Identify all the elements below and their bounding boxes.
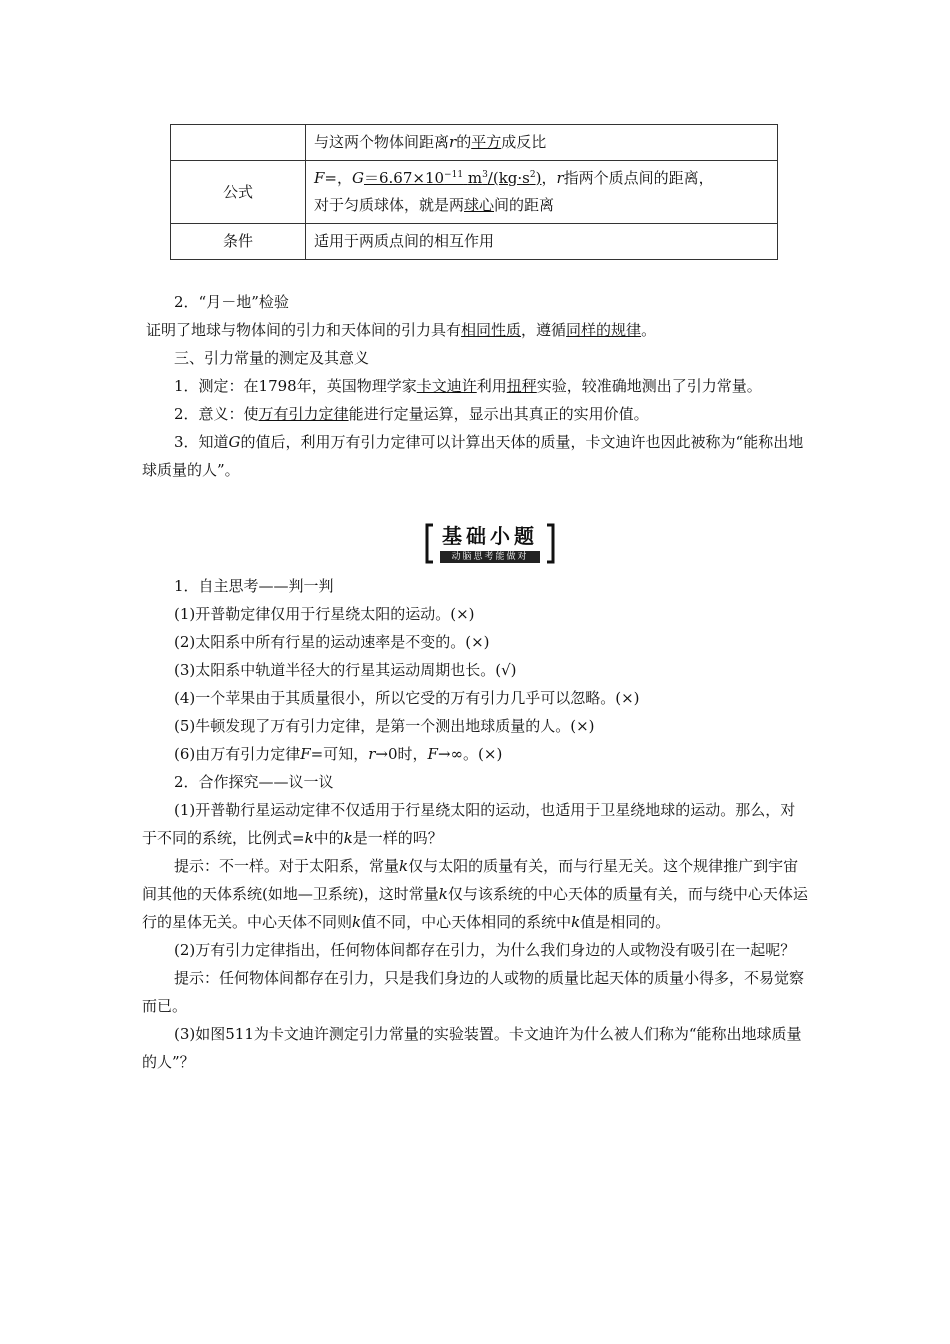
table-cell-content: 适用于两质点间的相互作用 (306, 224, 778, 260)
text: 指两个质点间的距离， (563, 169, 714, 187)
underlined-answer: 扭秤 (506, 377, 537, 395)
paragraph (142, 372, 810, 400)
text: ，遵循 (521, 321, 567, 339)
table-cell-label: 公式 (171, 161, 306, 224)
text: 。 (641, 321, 657, 339)
text: 提示：不一样。对于太阳系，常量 (174, 857, 400, 875)
list-item (142, 740, 810, 768)
text: (6)由万有引力定律 (174, 745, 301, 763)
question-heading: 1．自主思考——判一判 (174, 577, 334, 595)
paragraph: 2．“月－地”检验 (174, 293, 289, 311)
text: 值不同，中心天体相同的系统中 (361, 913, 572, 931)
variable: k (352, 913, 362, 931)
text: 对于匀质球体，就是两 (314, 196, 465, 214)
unit: /(kg·s (487, 169, 530, 187)
text: 证明了地球与物体间的引力和天体间的引力具有 (146, 321, 462, 339)
exponent: 3 (482, 170, 488, 180)
text: 与这两个物体间距离 (314, 133, 450, 151)
question: (3)如图511为卡文迪许测定引力常量的实验装置。卡文迪许为什么被人们称为“能称出地球质量的人”？ (142, 1025, 802, 1071)
text: 值是相同的。 (580, 913, 671, 931)
variable: r (368, 745, 376, 763)
variable: k (304, 829, 314, 847)
text: 的 (456, 133, 472, 151)
paragraph (142, 428, 810, 484)
text: 实验，较准确地测出了引力常量。 (536, 377, 762, 395)
text: ， (541, 169, 557, 187)
exponent: 2 (529, 170, 536, 180)
text: 能进行定量运算，显示出其真正的实用价值。 (348, 405, 649, 423)
badge-title: 基础小题 (442, 524, 538, 548)
variable: k (399, 857, 409, 875)
underlined-answer (364, 169, 541, 187)
text: =， (324, 169, 352, 187)
text: 3．知道 (174, 433, 229, 451)
section-questions (142, 572, 810, 1076)
table-cell-content (306, 161, 778, 224)
text: 1．测定：在1798年，英国物理学家 (174, 377, 417, 395)
text: 仅与该系统的中心天体的质量有关，而与绕中心天体运行的星体无关。中心天体不同则 (142, 885, 808, 931)
list-item: (4)一个苹果由于其质量很小，所以它受的万有引力几乎可以忽略。(×) (174, 689, 640, 707)
unit: ) (535, 169, 542, 187)
table-row (171, 125, 778, 161)
underlined-answer: 同样的规律 (566, 321, 642, 339)
text: 成反比 (501, 133, 547, 151)
answer-hint: 提示：任何物体间都存在引力，只是我们身边的人或物的质量比起天体的质量小得多，不易觉察而已。 (142, 969, 805, 1015)
underlined-answer: 相同性质 (461, 321, 522, 339)
variable: r (449, 133, 457, 151)
text: 中的 (313, 829, 344, 847)
text: 是一样的吗？ (352, 829, 443, 847)
section-moon-earth (142, 288, 810, 484)
variable: F (427, 745, 438, 763)
text: 的值后，利用万有引力定律可以计算出天体的质量，卡文迪许也因此被称为“能称出地球质量的人”。 (142, 433, 804, 479)
text: (1)开普勒行星运动定律不仅适用于行星绕太阳的运动，也适用于卫星绕地球的运动。那么，对于不同的系统，比例式= (142, 801, 796, 847)
question-heading: 2．合作探究——议一议 (174, 773, 334, 791)
underlined-answer: 万有引力定律 (258, 405, 349, 423)
paragraph (142, 316, 810, 344)
text: 2．意义：使 (174, 405, 259, 423)
text: →∞。(×) (437, 745, 503, 763)
constant: ＝6.67×10 (363, 169, 445, 187)
table-row (171, 224, 778, 260)
section-heading: 三、引力常量的测定及其意义 (174, 349, 370, 367)
text: 利用 (476, 377, 507, 395)
variable: k (571, 913, 581, 931)
underlined-answer: 平方 (471, 133, 502, 151)
variable: k (343, 829, 353, 847)
text: 间的距离 (494, 196, 555, 214)
table-cell-label: 条件 (171, 224, 306, 260)
gravitation-law-table (170, 124, 778, 260)
variable: G (228, 433, 241, 451)
exponent: −11 (444, 170, 464, 180)
list-item: (5)牛顿发现了万有引力定律，是第一个测出地球质量的人。(×) (174, 717, 595, 735)
text: =可知， (310, 745, 369, 763)
answer-hint (142, 852, 810, 936)
underlined-answer: 球心 (464, 196, 495, 214)
basic-questions-badge (425, 522, 555, 564)
paragraph (142, 400, 810, 428)
variable: F (314, 169, 325, 187)
text: 仅与太阳的质量有关，而与行星无关。这个规律推广到宇宙间其他的天体系统(如地—卫系统)，这时常量 (142, 857, 799, 903)
variable: k (438, 885, 448, 903)
list-item: (3)太阳系中轨道半径大的行星其运动周期也长。(√) (174, 661, 517, 679)
underlined-answer: 卡文迪许 (416, 377, 477, 395)
table-cell-empty (171, 125, 306, 161)
table-row (171, 161, 778, 224)
badge-subtitle: 动脑思考能做对 (440, 551, 540, 563)
variable: G (352, 169, 364, 187)
variable: r (556, 169, 564, 187)
question: (2)万有引力定律指出，任何物体间都存在引力，为什么我们身边的人或物没有吸引在一起呢？ (174, 941, 796, 959)
unit: m (467, 169, 483, 187)
list-item: (2)太阳系中所有行星的运动速率是不变的。(×) (174, 633, 490, 651)
variable: F (300, 745, 311, 763)
text: →0时， (375, 745, 428, 763)
list-item: (1)开普勒定律仅用于行星绕太阳的运动。(×) (174, 605, 475, 623)
question (142, 796, 810, 852)
table-cell-content (306, 125, 778, 161)
